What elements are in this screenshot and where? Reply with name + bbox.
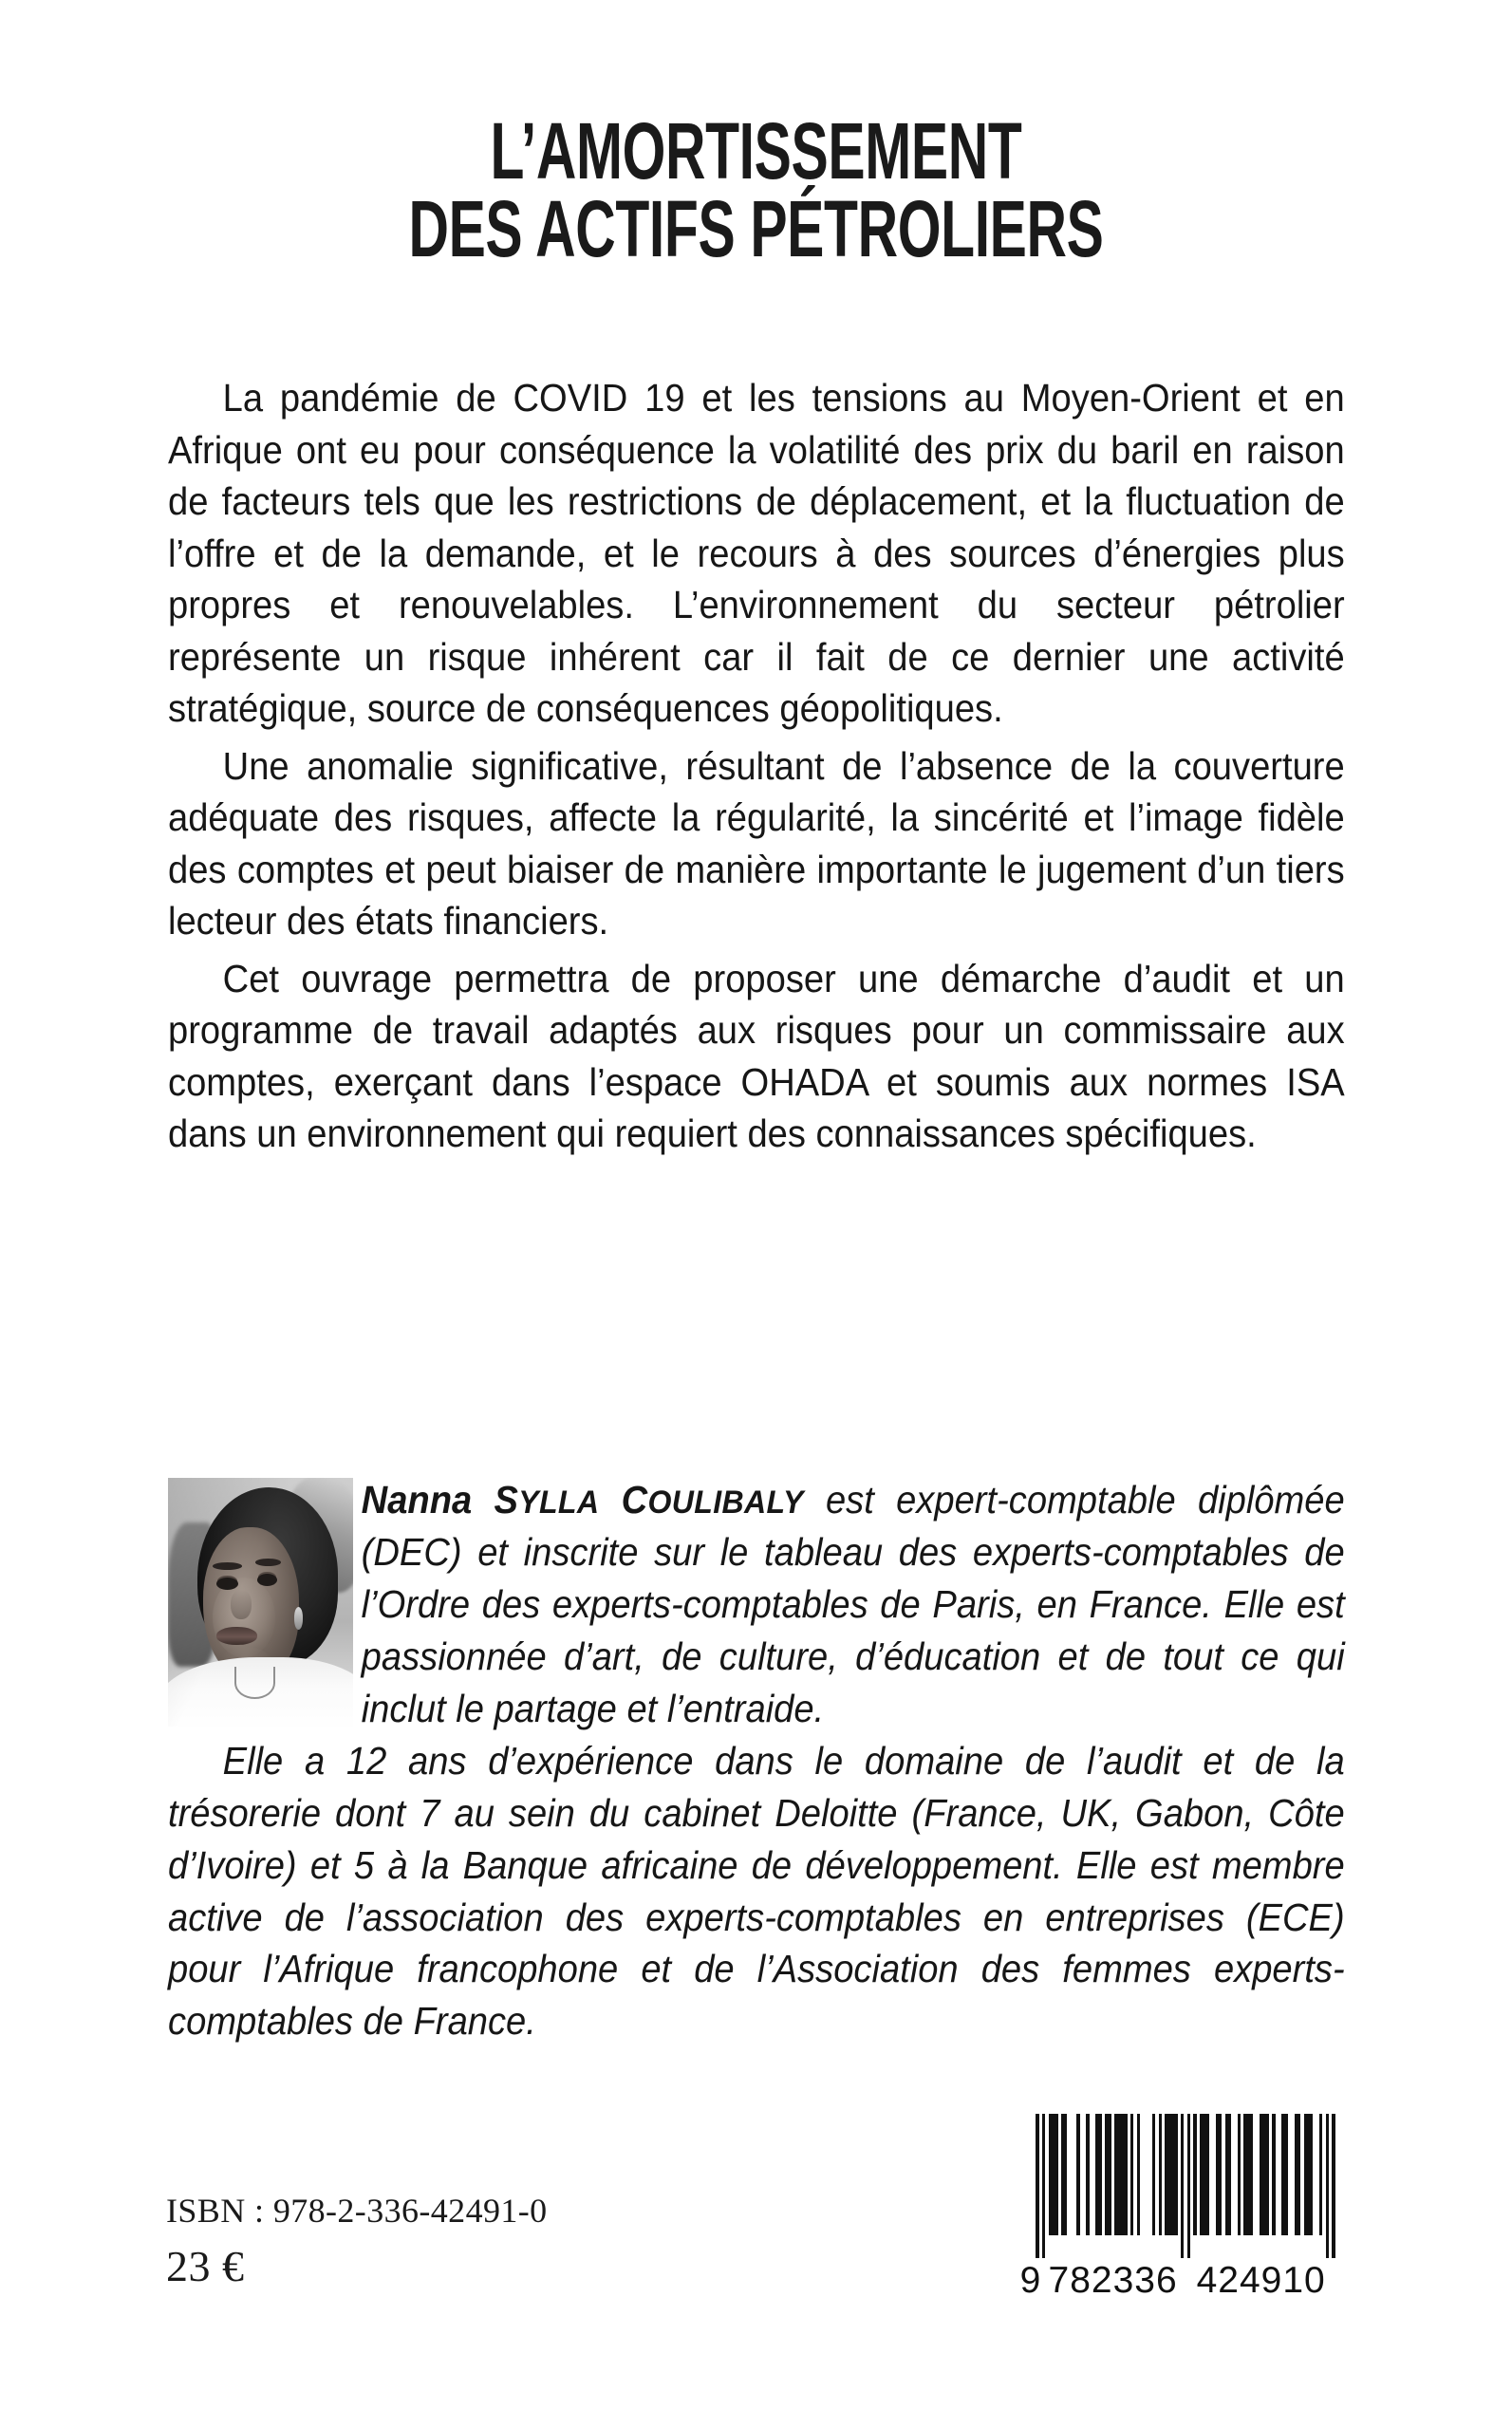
barcode-bar <box>1281 2114 1288 2235</box>
bio-paragraph-1 <box>168 1474 1345 1735</box>
title-line-2: DES ACTIFS PÉTROLIERS <box>408 184 1104 274</box>
barcode-bar <box>1332 2114 1335 2258</box>
barcode-bar <box>1061 2114 1068 2235</box>
barcode-bar <box>1076 2114 1079 2235</box>
barcode-group-1: 782336 <box>1048 2260 1178 2301</box>
barcode-bar <box>1260 2114 1269 2235</box>
isbn-price-block <box>166 2191 548 2294</box>
barcode-bar <box>1086 2114 1089 2235</box>
author-bio <box>168 1474 1345 2047</box>
barcode <box>1018 2114 1353 2302</box>
isbn-number: ISBN : 978-2-336-42491-0 <box>166 2192 548 2230</box>
barcode-bar <box>1165 2114 1177 2235</box>
barcode-bar <box>1049 2114 1058 2235</box>
barcode-bar <box>1304 2114 1314 2235</box>
barcode-bar <box>1238 2114 1241 2235</box>
barcode-bar <box>1243 2114 1253 2235</box>
barcode-bar <box>1095 2114 1102 2235</box>
barcode-bar <box>1042 2114 1045 2258</box>
bio-text-1: est expert-comptable diplômée (DEC) et inscrite sur le tableau des experts-comptables de l’Ordre des experts-comptables de Paris, en France. Elle est passionnée d’art, de culture, d’éducation et de tout ce qui inclut le partage et l’entraide. <box>361 1478 1345 1730</box>
barcode-bar <box>1114 2114 1127 2235</box>
barcode-bar <box>1130 2114 1133 2235</box>
barcode-bar <box>1319 2114 1322 2235</box>
blurb-paragraph: Une anomalie significative, résultant de l’absence de la couverture adéquate des risques, affecte la régularité, la sincérité et l’image fidèle des comptes et peut biaiser de manière importante le jugement d’un tiers lecteur des états financiers. <box>168 743 1345 943</box>
barcode-bar <box>1159 2114 1162 2235</box>
blurb-text <box>168 372 1345 1160</box>
barcode-bar <box>1272 2114 1275 2235</box>
author-surname-1: SYLLA <box>494 1478 600 1522</box>
page-title <box>0 106 1512 274</box>
blurb-paragraph: La pandémie de COVID 19 et les tensions au Moyen-Orient et en Afrique ont eu pour conséquence la volatilité des prix du baril en raison de facteurs tels que les restrictions de déplacement, et la fluctuation de l’offre et de la demande, et le recours à des sources d’énergies plus propres et renouvelables. L’environnement du secteur pétrolier représente un risque inhérent car il fait de ce dernier une activité stratégique, source de conséquences géopolitiques. <box>168 376 1345 731</box>
barcode-bar <box>1036 2114 1038 2258</box>
barcode-bar <box>1225 2114 1232 2235</box>
barcode-left-digit: 9 <box>1019 2260 1042 2301</box>
blurb-paragraph: Cet ouvrage permettra de proposer une démarche d’audit et un programme de travail adaptés aux risques pour un commissaire aux comptes, exerçant dans l’espace OHADA et soumis aux normes ISA dans un environnement qui requiert des connaissances spécifiques. <box>168 956 1345 1156</box>
barcode-bar <box>1152 2114 1155 2235</box>
barcode-bar <box>1187 2114 1190 2258</box>
title-line-1: L’AMORTISSEMENT <box>490 106 1022 196</box>
price: 23 € <box>166 2242 245 2291</box>
barcode-bar <box>1295 2114 1301 2235</box>
barcode-bar <box>1137 2114 1140 2235</box>
bio-paragraph-2: Elle a 12 ans d’expérience dans le domaine de l’audit et de la trésorerie dont 7 au sein du cabinet Deloitte (France, UK, Gabon, Côte d’Ivoire) et 5 à la Banque africaine de développement. Elle est membre active de l’association des experts-comptables en entreprises (ECE) pour l’Afrique francophone et de l’Association des femmes experts-comptables de France. <box>168 1738 1345 2044</box>
author-surname-2: COULIBALY <box>621 1478 804 1522</box>
barcode-bars <box>1018 2114 1353 2258</box>
barcode-bar <box>1200 2114 1209 2235</box>
barcode-bar <box>1326 2114 1329 2258</box>
barcode-bar <box>1105 2114 1111 2235</box>
barcode-bar <box>1193 2114 1196 2235</box>
name-space <box>472 1478 494 1522</box>
name-space-2 <box>599 1478 621 1522</box>
barcode-group-2: 424910 <box>1196 2260 1326 2301</box>
barcode-digits <box>1018 2260 1353 2302</box>
author-first-name: Nanna <box>361 1478 473 1522</box>
barcode-bar <box>1181 2114 1184 2258</box>
barcode-bar <box>1216 2114 1223 2235</box>
